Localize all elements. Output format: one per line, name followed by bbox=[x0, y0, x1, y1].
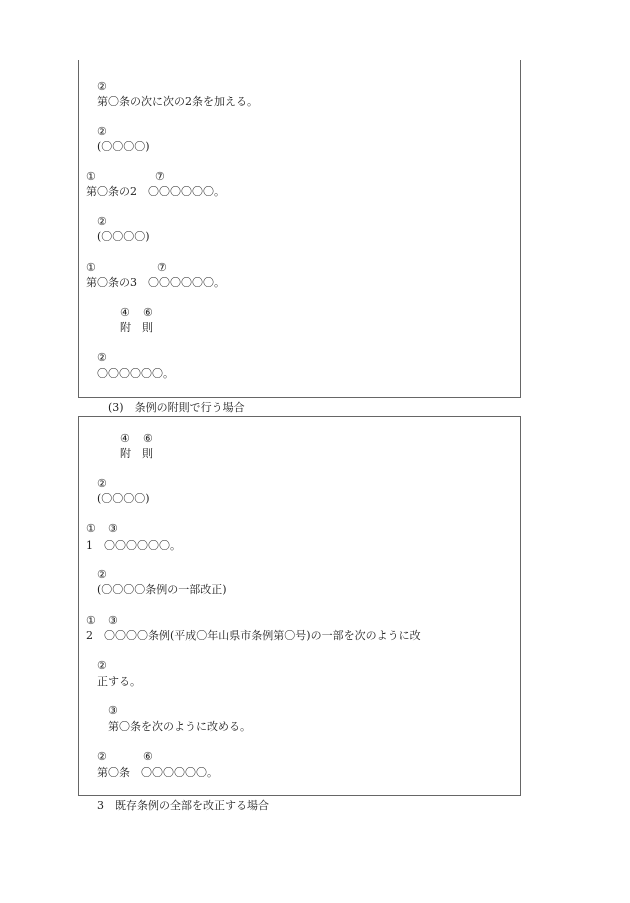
circled-marker: ② bbox=[97, 80, 107, 93]
body-line: (〇〇〇〇) bbox=[97, 492, 150, 505]
article-line: 第〇条 〇〇〇〇〇〇。 bbox=[97, 766, 218, 779]
circled-marker: ② bbox=[97, 351, 107, 364]
circled-marker: ④ bbox=[120, 432, 130, 445]
circled-marker: ③ bbox=[108, 704, 118, 717]
circled-marker: ② bbox=[97, 125, 107, 138]
circled-marker: ① bbox=[86, 614, 96, 627]
example-box-1 bbox=[78, 60, 521, 398]
article-line: 第〇条の2 〇〇〇〇〇〇。 bbox=[86, 185, 225, 198]
example-box-2 bbox=[78, 416, 521, 796]
body-line: (〇〇〇〇) bbox=[97, 230, 150, 243]
circled-marker: ① bbox=[86, 261, 96, 274]
subsection-heading: (3) 条例の附則で行う場合 bbox=[108, 401, 245, 414]
circled-marker: ① bbox=[86, 170, 96, 183]
circled-marker: ③ bbox=[108, 614, 118, 627]
supplementary-heading: 附 則 bbox=[120, 447, 153, 460]
circled-marker: ② bbox=[97, 750, 107, 763]
body-line: 正する。 bbox=[97, 675, 141, 688]
circled-marker: ⑥ bbox=[143, 432, 153, 445]
circled-marker: ⑥ bbox=[143, 306, 153, 319]
body-line: (〇〇〇〇) bbox=[97, 140, 150, 153]
body-line: 第〇条の次に次の2条を加える。 bbox=[97, 95, 258, 108]
section-heading: 3 既存条例の全部を改正する場合 bbox=[97, 799, 269, 812]
circled-marker: ② bbox=[97, 568, 107, 581]
supplementary-heading: 附 則 bbox=[120, 321, 153, 334]
circled-marker: ④ bbox=[120, 306, 130, 319]
circled-marker: ② bbox=[97, 659, 107, 672]
body-line: 第〇条を次のように改める。 bbox=[108, 720, 251, 733]
circled-marker: ⑦ bbox=[155, 170, 165, 183]
circled-marker: ② bbox=[97, 215, 107, 228]
circled-marker: ② bbox=[97, 477, 107, 490]
article-line: 2 〇〇〇〇条例(平成〇年山県市条例第〇号)の一部を次のように改 bbox=[86, 629, 421, 642]
circled-marker: ① bbox=[86, 522, 96, 535]
circled-marker: ⑥ bbox=[143, 750, 153, 763]
circled-marker: ⑦ bbox=[157, 261, 167, 274]
body-line: 〇〇〇〇〇〇。 bbox=[97, 367, 174, 380]
article-line: 1 〇〇〇〇〇〇。 bbox=[86, 539, 181, 552]
body-line: (〇〇〇〇条例の一部改正) bbox=[97, 583, 227, 596]
circled-marker: ③ bbox=[108, 522, 118, 535]
article-line: 第〇条の3 〇〇〇〇〇〇。 bbox=[86, 276, 225, 289]
